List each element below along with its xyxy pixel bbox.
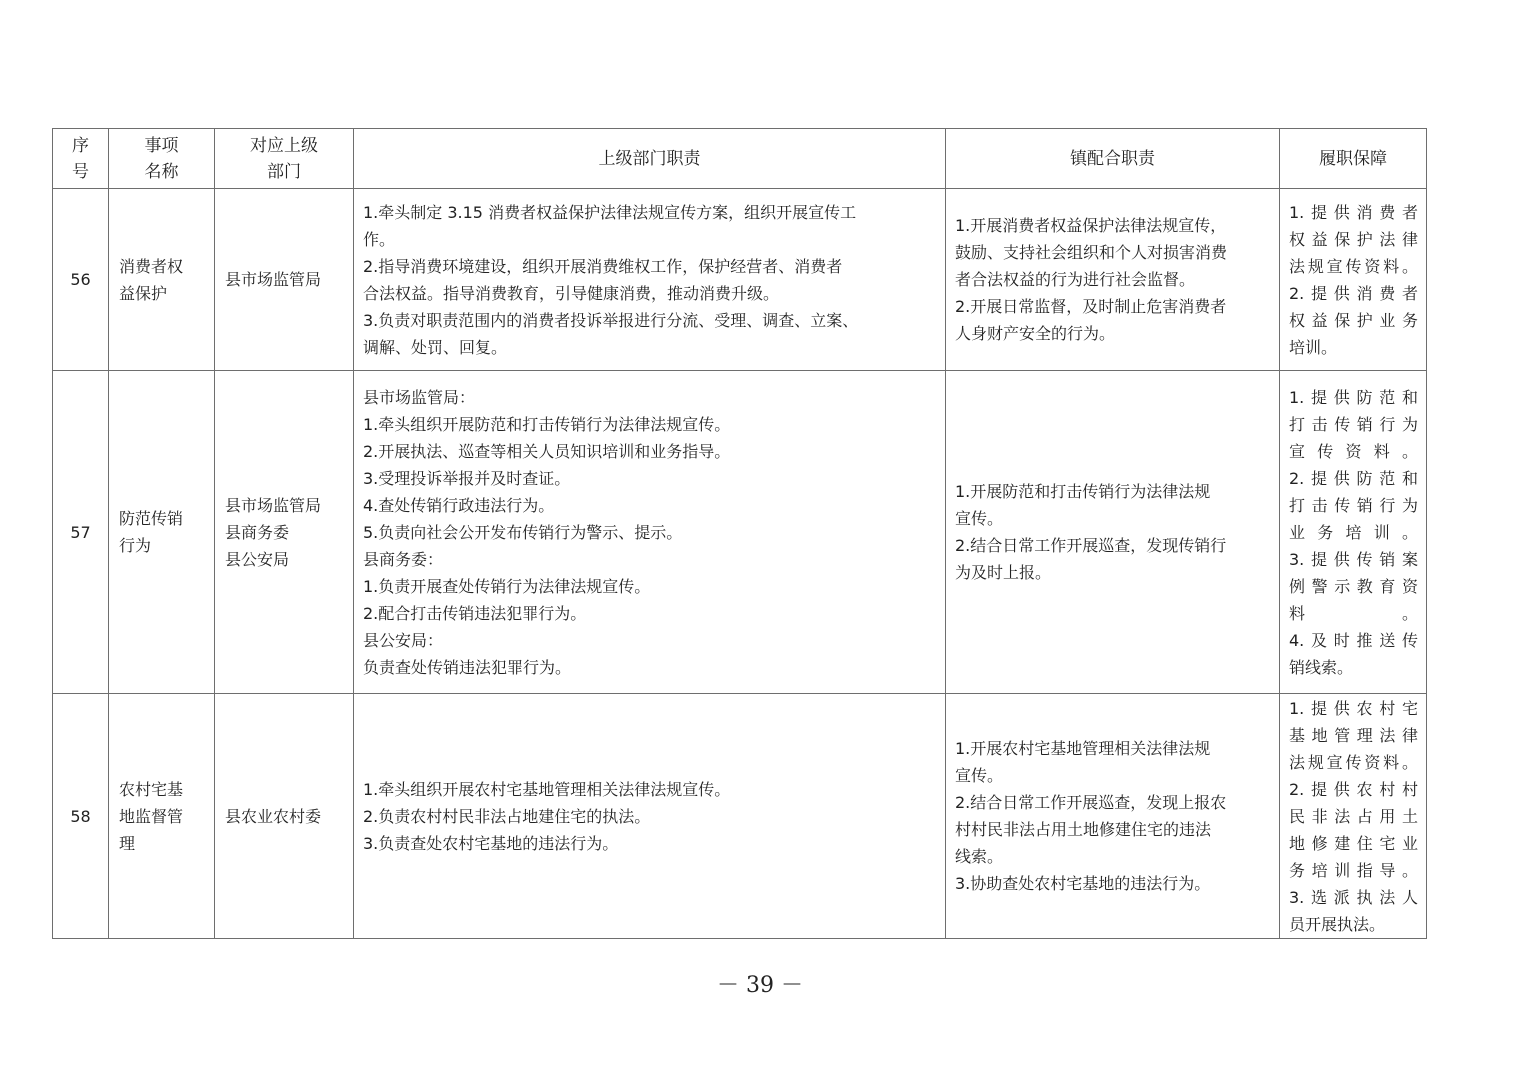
guarantee: 1.提供农村宅 基地管理法律 法规宣传资料。 2.提供农村村 民非法占用土 地修建住宅业 务培训指导。 3.选派执法人 员开展执法。 bbox=[1280, 694, 1427, 939]
department: 县农业农村委 bbox=[215, 694, 354, 939]
row-number: 57 bbox=[53, 371, 109, 694]
town-duties: 1.开展消费者权益保护法律法规宣传， 鼓励、支持社会组织和个人对损害消费 者合法权益的行为进行社会监督。 2.开展日常监督，及时制止危害消费者 人身财产安全的行为。 bbox=[946, 189, 1280, 371]
item-name: 防范传销 行为 bbox=[109, 371, 215, 694]
town-duties: 1.开展防范和打击传销行为法律法规 宣传。 2.结合日常工作开展巡查，发现传销行 为及时上报。 bbox=[946, 371, 1280, 694]
header-department: 对应上级 部门 bbox=[215, 129, 354, 189]
table-row bbox=[53, 694, 1427, 939]
upper-duties: 1.牵头组织开展农村宅基地管理相关法律法规宣传。 2.负责农村村民非法占地建住宅的执法。 3.负责查处农村宅基地的违法行为。 bbox=[354, 694, 946, 939]
page-number: － 39 － bbox=[717, 973, 803, 998]
header-town-duties: 镇配合职责 bbox=[946, 129, 1280, 189]
guarantee: 1.提供防范和 打击传销行为 宣传资料。 2.提供防范和 打击传销行为 业务培训。 3.提供传销案 例警示教育资 料。 4.及时推送传 销线索。 bbox=[1280, 371, 1427, 694]
table-row bbox=[53, 189, 1427, 371]
header-no: 序 号 bbox=[53, 129, 109, 189]
upper-duties: 县市场监管局： 1.牵头组织开展防范和打击传销行为法律法规宣传。 2.开展执法、巡查等相关人员知识培训和业务指导。 3.受理投诉举报并及时查证。 4.查处传销行政违法行为。 5.负责向社会公开发布传销行为警示、提示。 县商务委： 1.负责开展查处传销行为法律法规宣传。 2.配合打击传销违法犯罪行为。 县公安局： 负责查处传销违法犯罪行为。 bbox=[354, 371, 946, 694]
item-name: 农村宅基 地监督管 理 bbox=[109, 694, 215, 939]
table-row bbox=[53, 371, 1427, 694]
header-upper-duties: 上级部门职责 bbox=[354, 129, 946, 189]
department: 县市场监管局 bbox=[215, 189, 354, 371]
item-name: 消费者权 益保护 bbox=[109, 189, 215, 371]
header-row bbox=[53, 129, 1427, 189]
guarantee: 1.提供消费者 权益保护法律 法规宣传资料。 2.提供消费者 权益保护业务 培训。 bbox=[1280, 189, 1427, 371]
duty-table bbox=[52, 128, 1427, 939]
department: 县市场监管局 县商务委 县公安局 bbox=[215, 371, 354, 694]
upper-duties: 1.牵头制定 3.15 消费者权益保护法律法规宣传方案，组织开展宣传工 作。 2.指导消费环境建设，组织开展消费维权工作，保护经营者、消费者 合法权益。指导消费教育，引导健康消费，推动消费升级。 3.负责对职责范围内的消费者投诉举报进行分流、受理、调查、立案、 调解、处罚、回复。 bbox=[354, 189, 946, 371]
header-item-name: 事项 名称 bbox=[109, 129, 215, 189]
row-number: 58 bbox=[53, 694, 109, 939]
header-guarantee: 履职保障 bbox=[1280, 129, 1427, 189]
row-number: 56 bbox=[53, 189, 109, 371]
town-duties: 1.开展农村宅基地管理相关法律法规 宣传。 2.结合日常工作开展巡查，发现上报农 村村民非法占用土地修建住宅的违法 线索。 3.协助查处农村宅基地的违法行为。 bbox=[946, 694, 1280, 939]
